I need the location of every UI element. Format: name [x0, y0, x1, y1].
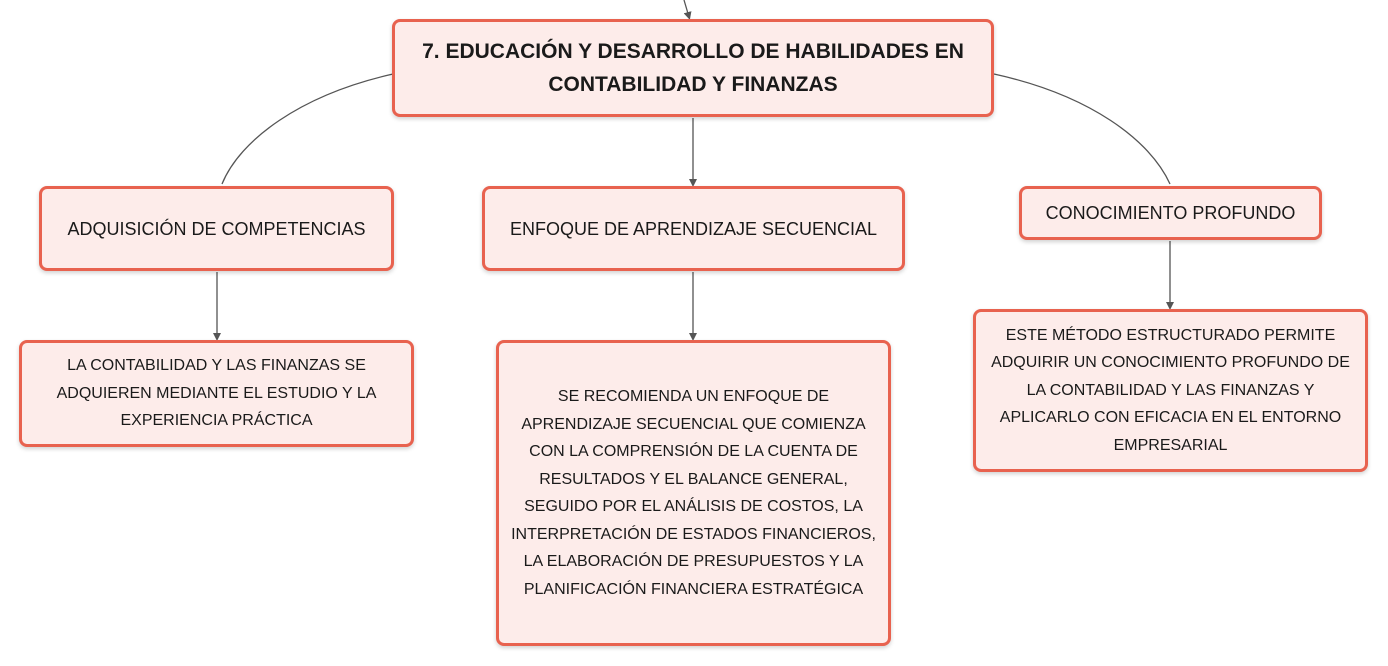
- branch-label: CONOCIMIENTO PROFUNDO: [1045, 203, 1296, 223]
- branch-node-conocimiento[interactable]: [1019, 186, 1322, 240]
- branch-label: ENFOQUE DE APRENDIZAJE SECUENCIAL: [509, 218, 878, 239]
- branch-node-adquisicion[interactable]: [39, 186, 394, 271]
- detail-text: SE RECOMIENDA UN ENFOQUE DE APRENDIZAJE SECUENCIAL QUE COMIENZA CON LA COMPRENSIÓN DE LA CUENTA DE RESULTADOS Y EL BALANCE GENERAL, SEGUIDO POR EL ANÁLISIS DE COSTOS, LA INTERPRETACIÓN DE ESTADOS FINANCIEROS, LA ELABORACIÓN DE PRESUPUESTOS Y LA PLANIFICACIÓN FINANCIERA ESTRATÉGICA: [511, 388, 876, 598]
- detail-text: ESTE MÉTODO ESTRUCTURADO PERMITE ADQUIRIR UN CONOCIMIENTO PROFUNDO DE LA CONTABILIDAD Y LAS FINANZAS Y APLICARLO CON EFICACIA EN EL ENTORNO EMPRESARIAL: [991, 326, 1350, 454]
- detail-node-conocimiento[interactable]: [973, 309, 1368, 472]
- branch-label: ADQUISICIÓN DE COMPETENCIAS: [67, 218, 366, 239]
- detail-node-adquisicion[interactable]: [19, 340, 414, 447]
- connector-root-to-branch-3: [994, 74, 1170, 184]
- detail-text: LA CONTABILIDAD Y LAS FINANZAS SE ADQUIEREN MEDIANTE EL ESTUDIO Y LA EXPERIENCIA PRÁCTICA: [56, 357, 377, 430]
- connector-from-parent: [684, 0, 689, 17]
- branch-node-enfoque[interactable]: [482, 186, 905, 271]
- detail-node-enfoque[interactable]: [496, 340, 891, 646]
- root-topic-node[interactable]: [392, 19, 994, 117]
- connector-root-to-branch-1: [222, 74, 393, 184]
- root-topic-title: 7. EDUCACIÓN Y DESARROLLO DE HABILIDADES EN CONTABILIDAD Y FINANZAS: [422, 40, 964, 96]
